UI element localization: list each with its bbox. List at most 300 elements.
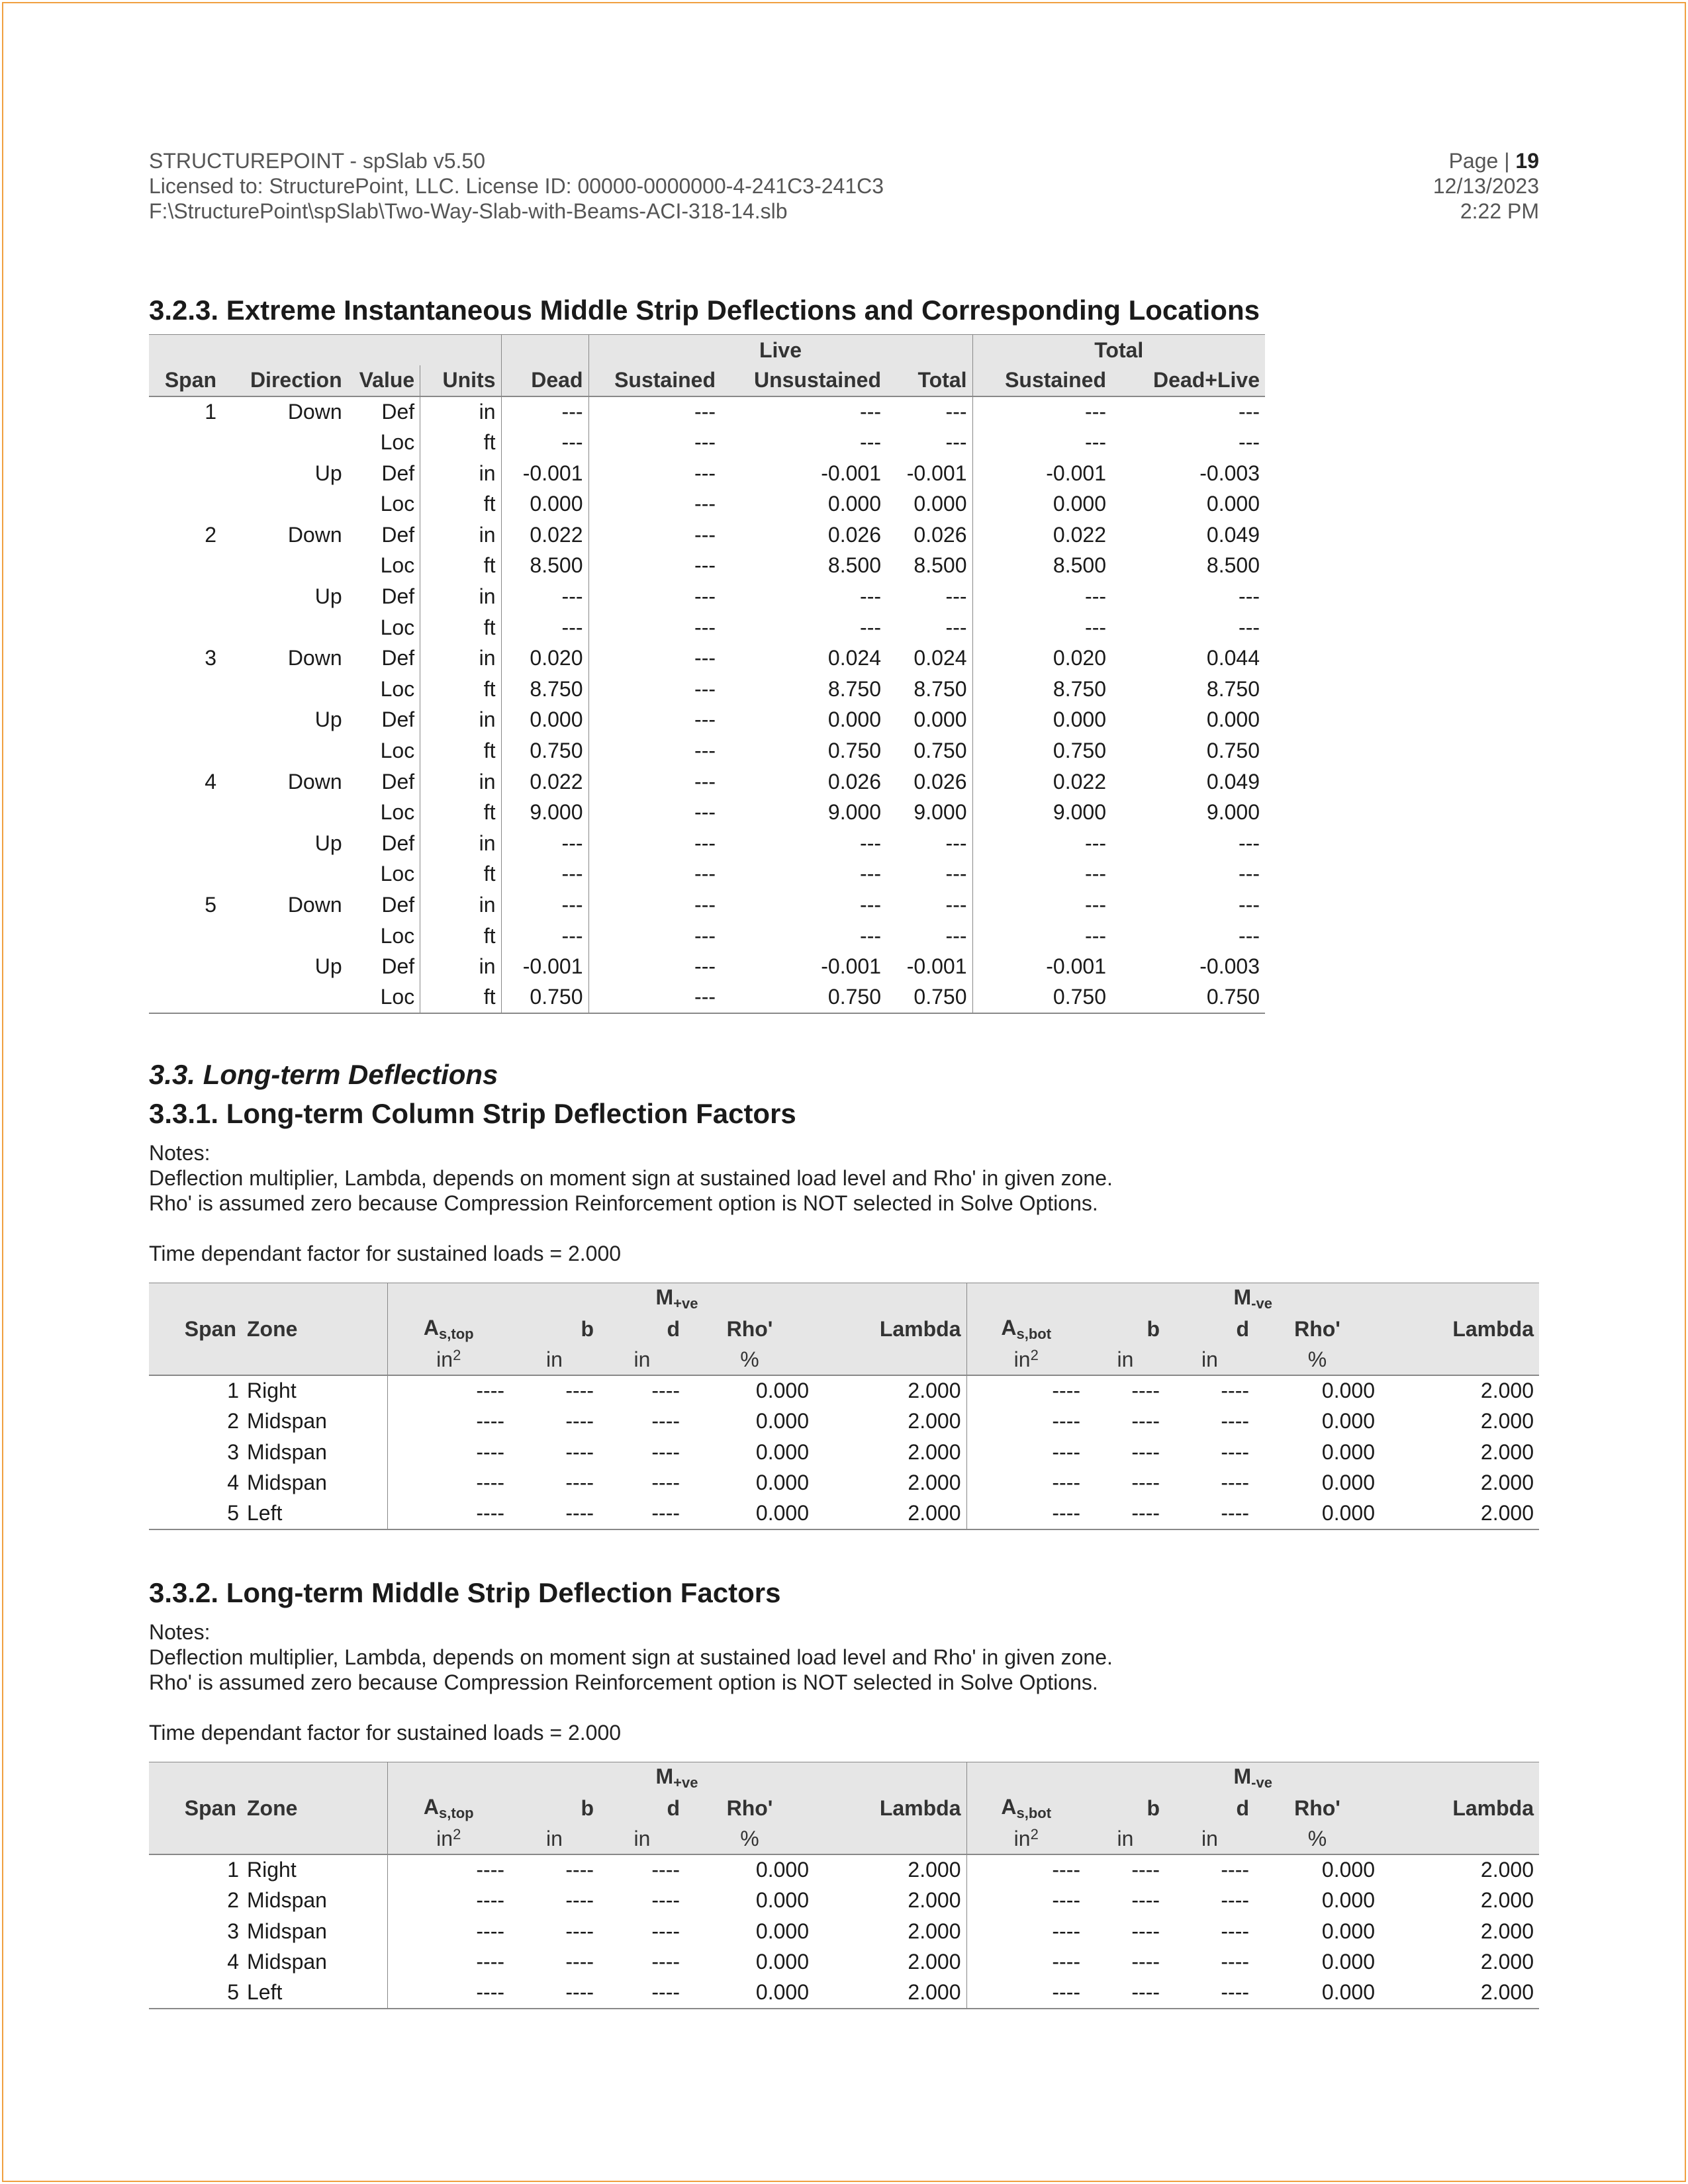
col-label: d <box>667 1316 680 1341</box>
m-label: M <box>1233 1764 1252 1788</box>
cell-8: --- <box>972 581 1111 612</box>
cell-11: 2.000 <box>1480 1919 1534 1943</box>
cell-9: 0.000 <box>1206 492 1260 516</box>
col-rho <box>1254 1793 1380 1824</box>
cell-8: 0.000 <box>972 488 1111 520</box>
cell-6: 0.000 <box>827 492 881 516</box>
blank-header <box>242 1762 387 1794</box>
cell-5: --- <box>588 458 721 489</box>
cell-4: ---- <box>651 1409 680 1433</box>
col-as <box>966 1314 1086 1345</box>
cell-9: ---- <box>1165 1978 1254 2009</box>
cell-4: --- <box>501 889 588 921</box>
middle-strip-factor-table <box>149 1762 1539 2009</box>
cell-4: ---- <box>651 1919 680 1943</box>
unit-blank <box>149 1345 242 1376</box>
cell-6: --- <box>860 430 881 455</box>
group-live-header: Live <box>588 335 972 366</box>
cell-6: --- <box>860 584 881 609</box>
cell-0 <box>149 427 222 458</box>
col-label: Lambda <box>1452 1796 1534 1820</box>
cell-2: Loc <box>380 923 415 948</box>
cell-10: 0.000 <box>1321 1409 1375 1433</box>
cell-1 <box>222 735 348 766</box>
table-row <box>149 396 1265 428</box>
cell-6: 2.000 <box>814 1498 966 1529</box>
cell-7: ---- <box>966 1916 1086 1947</box>
cell-5: --- <box>588 581 721 612</box>
cell-9: 9.000 <box>1206 800 1260 825</box>
col-header-3: Units <box>420 365 501 396</box>
cell-7: --- <box>945 584 967 609</box>
cell-9: ---- <box>1221 1950 1249 1974</box>
col-sub: s,top <box>439 1325 474 1342</box>
cell-8: ---- <box>1131 1888 1160 1913</box>
unit-cell <box>510 1345 599 1376</box>
cell-4: 0.022 <box>501 766 588 797</box>
table-body <box>149 396 1265 1013</box>
col-zone: Zone <box>242 1314 387 1345</box>
cell-8: --- <box>972 921 1111 952</box>
table-row <box>149 1886 1539 1917</box>
table-row <box>149 828 1265 859</box>
time-factor: Time dependant factor for sustained loads = 2.000 <box>149 1721 622 1745</box>
cell-8: 0.000 <box>972 705 1111 736</box>
cell-5: --- <box>588 488 721 520</box>
cell-2: Loc <box>380 862 415 886</box>
col-label: A <box>1001 1315 1017 1340</box>
cell-3: ft <box>420 612 501 643</box>
cell-6: 2.000 <box>908 1439 961 1464</box>
col-header-1: Direction <box>222 365 348 396</box>
cell-4: --- <box>501 612 588 643</box>
cell-2: Loc <box>380 615 415 639</box>
cell-8: 0.022 <box>972 520 1111 551</box>
column-header-row <box>149 1314 1539 1345</box>
cell-6: 2.000 <box>908 1950 961 1974</box>
cell-9: 0.750 <box>1206 739 1260 763</box>
cell-2: Def <box>348 396 420 428</box>
col-header-2: Value <box>348 365 420 396</box>
cell-9: 0.049 <box>1206 522 1260 547</box>
cell-10: 0.000 <box>1254 1375 1380 1406</box>
cell-8: --- <box>972 889 1111 921</box>
cell-7: 0.750 <box>914 739 967 763</box>
cell-2: ---- <box>387 1978 510 2009</box>
cell-10: 0.000 <box>1321 1471 1375 1495</box>
m-negative-header <box>966 1762 1539 1794</box>
col-lambda <box>1380 1793 1539 1824</box>
m-positive-header <box>387 1283 966 1314</box>
cell-11: 2.000 <box>1380 1375 1539 1406</box>
col-header-7: Total <box>886 365 972 396</box>
cell-8: ---- <box>1086 1498 1165 1529</box>
cell-7: 0.750 <box>886 982 972 1013</box>
cell-4: 0.000 <box>501 705 588 736</box>
cell-6: 2.000 <box>814 1375 966 1406</box>
cell-0 <box>149 705 222 736</box>
blank-header <box>149 1762 242 1794</box>
col-label: Lambda <box>879 1316 961 1341</box>
cell-0: 1 <box>149 1854 242 1886</box>
col-as <box>387 1314 510 1345</box>
cell-7: ---- <box>966 1437 1086 1468</box>
cell-3: ---- <box>565 1439 594 1464</box>
cell-0 <box>149 982 222 1013</box>
unit-cell <box>1165 1345 1254 1376</box>
cell-4: ---- <box>599 1978 685 2009</box>
table-row <box>149 705 1265 736</box>
cell-10: 0.000 <box>1321 1888 1375 1913</box>
table-row <box>149 1406 1539 1437</box>
cell-1: Right <box>242 1375 387 1406</box>
cell-7: 0.026 <box>914 769 967 794</box>
cell-3: ---- <box>510 1854 599 1886</box>
cell-9: 8.500 <box>1206 553 1260 578</box>
col-lambda <box>814 1793 966 1824</box>
blank-header <box>242 1283 387 1314</box>
section-title-332: 3.3.2. Long-term Middle Strip Deflection Factors <box>149 1577 781 1608</box>
note-line-2: Rho' is assumed zero because Compression Reinforcement option is NOT selected in Solve Options. <box>149 1670 1098 1694</box>
cell-2: Def <box>381 769 415 794</box>
cell-3: in <box>420 520 501 551</box>
col-header-6: Unsustained <box>721 365 886 396</box>
cell-5: --- <box>588 921 721 952</box>
cell-6: --- <box>860 862 881 886</box>
header-left <box>149 148 884 224</box>
cell-7: --- <box>886 396 972 428</box>
cell-5: 0.000 <box>755 1439 809 1464</box>
section-title-323: 3.2.3. Extreme Instantaneous Middle Strip Deflections and Corresponding Locations <box>149 295 1260 326</box>
cell-3: ft <box>420 488 501 520</box>
table-row <box>149 1978 1539 2009</box>
cell-4: ---- <box>651 1471 680 1495</box>
cell-0 <box>149 488 222 520</box>
blank-header <box>149 335 501 366</box>
cell-5: --- <box>588 766 721 797</box>
cell-0: 4 <box>227 1950 239 1974</box>
cell-2: Def <box>381 646 415 670</box>
cell-4: 0.020 <box>501 643 588 674</box>
m-label: M <box>655 1764 674 1788</box>
cell-3: ft <box>420 551 501 582</box>
col-span: Span <box>149 1314 242 1345</box>
cell-0 <box>149 828 222 859</box>
unit-cell <box>1086 1345 1165 1376</box>
table-row <box>149 859 1265 890</box>
cell-1 <box>222 859 348 890</box>
col-label: A <box>1001 1794 1017 1819</box>
cell-6: 8.500 <box>827 553 881 578</box>
column-strip-factor-table <box>149 1283 1539 1530</box>
unit-cell <box>966 1824 1086 1855</box>
col-label: A <box>423 1794 440 1819</box>
cell-6: --- <box>860 615 881 639</box>
cell-10: 0.000 <box>1321 1950 1375 1974</box>
cell-5: --- <box>588 674 721 705</box>
col-label: b <box>1147 1796 1160 1820</box>
cell-6: 8.750 <box>827 676 881 701</box>
cell-1: Left <box>242 1498 387 1529</box>
cell-1: Left <box>242 1978 387 2009</box>
cell-3: ---- <box>565 1888 594 1913</box>
header-right <box>1433 148 1539 224</box>
m-sub: -ve <box>1251 1295 1272 1312</box>
note-line-2: Rho' is assumed zero because Compression Reinforcement option is NOT selected in Solve Options. <box>149 1191 1098 1215</box>
cell-7: --- <box>945 430 967 455</box>
cell-9: 0.750 <box>1111 982 1265 1013</box>
cell-0: 2 <box>227 1409 239 1433</box>
cell-10: 0.000 <box>1321 1919 1375 1943</box>
cell-9: 8.750 <box>1206 676 1260 701</box>
cell-2: ---- <box>387 1498 510 1529</box>
cell-3: ---- <box>510 1978 599 2009</box>
cell-11: 2.000 <box>1480 1471 1534 1495</box>
cell-4: ---- <box>651 1950 680 1974</box>
col-label: A <box>423 1315 440 1340</box>
cell-4: ---- <box>651 1888 680 1913</box>
notes-label: Notes: <box>149 1620 211 1644</box>
table-row <box>149 643 1265 674</box>
col-label: Rho' <box>726 1316 773 1341</box>
cell-0: 5 <box>149 1978 242 2009</box>
table-row <box>149 921 1265 952</box>
cell-7: ---- <box>966 1947 1086 1978</box>
col-sub: s,bot <box>1016 1804 1052 1821</box>
cell-3: ---- <box>565 1409 594 1433</box>
cell-7: --- <box>945 892 967 917</box>
cell-4: ---- <box>651 1439 680 1464</box>
cell-2: Loc <box>380 430 415 455</box>
unit-sup: 2 <box>453 1826 461 1843</box>
cell-3: in <box>420 705 501 736</box>
cell-11: 2.000 <box>1480 1950 1534 1974</box>
col-span: Span <box>149 1793 242 1824</box>
cell-9: ---- <box>1165 1375 1254 1406</box>
cell-5: 0.000 <box>755 1409 809 1433</box>
cell-4: ---- <box>599 1375 685 1406</box>
cell-1: Midspan <box>247 1919 327 1943</box>
cell-6: 2.000 <box>908 1888 961 1913</box>
cell-1: Midspan <box>247 1471 327 1495</box>
cell-6: 2.000 <box>814 1978 966 2009</box>
cell-3: ---- <box>565 1471 594 1495</box>
cell-8: --- <box>972 859 1111 890</box>
cell-1: Down <box>287 769 342 794</box>
cell-0: 3 <box>227 1919 239 1943</box>
cell-9: ---- <box>1221 1409 1249 1433</box>
cell-2: ---- <box>387 1854 510 1886</box>
cell-2: Def <box>381 954 415 979</box>
note-line-1: Deflection multiplier, Lambda, depends on moment sign at sustained load level and Rho' in given zone. <box>149 1645 1113 1669</box>
col-header-5: Sustained <box>588 365 721 396</box>
cell-8: ---- <box>1086 1854 1165 1886</box>
cell-1 <box>222 612 348 643</box>
page-number <box>1433 148 1539 173</box>
cell-3: ft <box>420 982 501 1013</box>
cell-2: Loc <box>380 676 415 701</box>
cell-1 <box>222 797 348 828</box>
col-b <box>1086 1793 1165 1824</box>
notes-332 <box>149 1619 1113 1745</box>
col-b <box>510 1314 599 1345</box>
col-as <box>966 1793 1086 1824</box>
cell-10: 0.000 <box>1321 1439 1375 1464</box>
col-label: Rho' <box>1294 1316 1340 1341</box>
cell-4: -0.001 <box>501 951 588 982</box>
unit-label: in <box>633 1347 651 1371</box>
cell-5: --- <box>588 735 721 766</box>
col-label: b <box>581 1316 594 1341</box>
unit-cell <box>1254 1345 1380 1376</box>
cell-11: 2.000 <box>1480 1888 1534 1913</box>
cell-1: Down <box>222 396 348 428</box>
cell-4: ---- <box>599 1498 685 1529</box>
cell-0 <box>149 735 222 766</box>
column-header-row <box>149 1793 1539 1824</box>
cell-9: --- <box>1239 430 1260 455</box>
cell-7: ---- <box>966 1406 1086 1437</box>
cell-5: --- <box>588 705 721 736</box>
cell-5: --- <box>588 520 721 551</box>
middle-strip-deflection-table <box>149 334 1265 1014</box>
unit-cell <box>1380 1824 1539 1855</box>
table-row <box>149 766 1265 797</box>
cell-2: Def <box>381 831 415 855</box>
cell-9: ---- <box>1221 1919 1249 1943</box>
m-label: M <box>1233 1285 1252 1309</box>
unit-sup: 2 <box>1030 1347 1039 1364</box>
table-row <box>149 520 1265 551</box>
cell-7: 8.500 <box>914 553 967 578</box>
cell-1: Up <box>314 707 342 732</box>
cell-1: Up <box>314 954 342 979</box>
cell-3: in <box>420 458 501 489</box>
cell-6: --- <box>860 892 881 917</box>
cell-2: Loc <box>380 800 415 825</box>
table-row <box>149 951 1265 982</box>
cell-9: ---- <box>1221 1888 1249 1913</box>
cell-7: ---- <box>966 1468 1086 1499</box>
cell-9: --- <box>1239 923 1260 948</box>
table-row <box>149 889 1265 921</box>
table-row <box>149 612 1265 643</box>
cell-3: ft <box>420 674 501 705</box>
cell-0 <box>149 551 222 582</box>
cell-4: 0.750 <box>501 735 588 766</box>
cell-2: ---- <box>387 1406 510 1437</box>
col-label: Lambda <box>879 1796 961 1820</box>
table-row <box>149 1375 1539 1406</box>
cell-5: --- <box>588 859 721 890</box>
cell-4: --- <box>501 581 588 612</box>
cell-8: 8.500 <box>972 551 1111 582</box>
table-row <box>149 458 1265 489</box>
cell-1: Midspan <box>247 1409 327 1433</box>
cell-1 <box>222 674 348 705</box>
col-sub: s,top <box>439 1804 474 1821</box>
cell-4: 9.000 <box>501 797 588 828</box>
cell-8: -0.001 <box>972 458 1111 489</box>
cell-0 <box>149 797 222 828</box>
unit-label: in <box>633 1826 651 1850</box>
cell-8: 0.750 <box>972 735 1111 766</box>
cell-8: 8.750 <box>972 674 1111 705</box>
cell-0 <box>149 859 222 890</box>
col-rho <box>685 1314 814 1345</box>
cell-8: 0.022 <box>972 766 1111 797</box>
cell-0: 3 <box>205 646 217 670</box>
col-d <box>1165 1793 1254 1824</box>
table-row <box>149 735 1265 766</box>
cell-2: ---- <box>387 1886 510 1917</box>
cell-7: --- <box>945 862 967 886</box>
cell-1 <box>222 488 348 520</box>
unit-label: % <box>1307 1826 1327 1850</box>
cell-1: Midspan <box>247 1888 327 1913</box>
cell-4: --- <box>501 859 588 890</box>
cell-8: ---- <box>1131 1919 1160 1943</box>
cell-4: 0.000 <box>501 488 588 520</box>
cell-2: ---- <box>387 1947 510 1978</box>
m-label: M <box>655 1285 674 1309</box>
cell-9: 0.044 <box>1206 646 1260 670</box>
unit-cell <box>1380 1345 1539 1376</box>
cell-3: in <box>420 951 501 982</box>
cell-5: --- <box>588 427 721 458</box>
header-date: 12/13/2023 <box>1432 174 1539 198</box>
cell-5: --- <box>588 797 721 828</box>
col-zone: Zone <box>242 1793 387 1824</box>
cell-1 <box>222 921 348 952</box>
cell-3: ---- <box>565 1919 594 1943</box>
cell-9: --- <box>1239 862 1260 886</box>
notes-331 <box>149 1140 1113 1266</box>
col-rho <box>685 1793 814 1824</box>
cell-9: --- <box>1239 831 1260 855</box>
cell-7: 0.024 <box>914 646 967 670</box>
cell-2: Def <box>381 584 415 609</box>
unit-sup: 2 <box>1030 1826 1039 1843</box>
group-header-row <box>149 1283 1539 1314</box>
table-row <box>149 1947 1539 1978</box>
cell-5: 0.000 <box>755 1471 809 1495</box>
cell-5: --- <box>588 889 721 921</box>
cell-0 <box>149 674 222 705</box>
m-positive-header <box>387 1762 966 1794</box>
cell-6: --- <box>860 831 881 855</box>
cell-5: 0.000 <box>685 1375 814 1406</box>
cell-7: -0.001 <box>906 461 967 485</box>
cell-9: --- <box>1239 892 1260 917</box>
unit-cell <box>685 1824 814 1855</box>
cell-5: 0.000 <box>685 1978 814 2009</box>
table-row <box>149 982 1265 1013</box>
cell-0 <box>149 458 222 489</box>
col-header-0: Span <box>149 365 222 396</box>
col-header-4: Dead <box>501 365 588 396</box>
cell-5: --- <box>588 551 721 582</box>
header-time: 2:22 PM <box>1460 199 1539 223</box>
m-negative-header <box>966 1283 1539 1314</box>
unit-cell <box>387 1345 510 1376</box>
units-row <box>149 1824 1539 1855</box>
unit-cell <box>1254 1824 1380 1855</box>
time-factor: Time dependant factor for sustained loads = 2.000 <box>149 1242 622 1265</box>
cell-6: 0.026 <box>827 769 881 794</box>
unit-cell <box>1086 1824 1165 1855</box>
unit-cell <box>599 1824 685 1855</box>
